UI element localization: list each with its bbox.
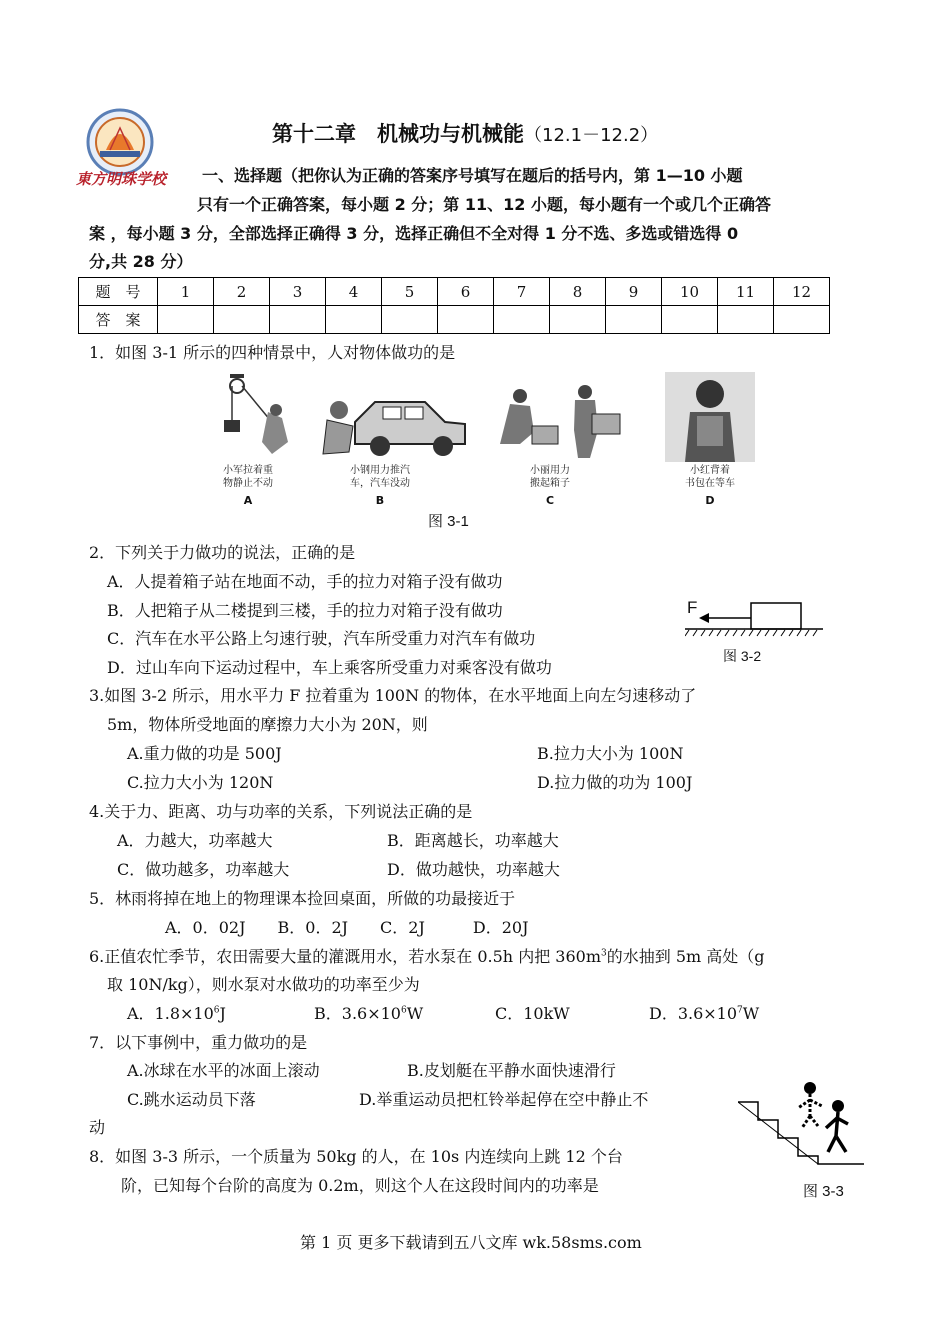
answer-cell[interactable] (270, 306, 326, 334)
q6-option-d (649, 1001, 759, 1024)
q1-stem: 1．如图 3-1 所示的四种情景中，人对物体做功的是 (89, 343, 456, 362)
table-row-numbers (79, 278, 830, 306)
panel-c-caption-line1: 小丽用力 (530, 465, 570, 476)
answer-cell[interactable] (606, 306, 662, 334)
panel-b-caption-line2: 车，汽车没动 (350, 478, 410, 489)
table-cell: 7 (494, 278, 550, 306)
school-logo (70, 108, 170, 193)
q2-stem: 2．下列关于力做功的说法，正确的是 (89, 543, 356, 562)
q6-option-a (127, 1001, 226, 1024)
panel-c-caption (510, 464, 590, 490)
figure-3-3-label: 图 3-3 (803, 1183, 844, 1200)
figure-3-2 (685, 598, 825, 668)
q2-option-b: B．人把箱子从二楼提到三楼，手的拉力对箱子没有做功 (107, 601, 503, 620)
q3-stem-line2: 5m，物体所受地面的摩擦力大小为 20N，则 (107, 715, 428, 734)
panel-b-caption-line1: 小钢用力推汽 (350, 465, 410, 476)
q6-b-unit: W (406, 1004, 424, 1023)
q7-stem: 7．以下事例中，重力做功的是 (89, 1033, 308, 1052)
q6-stem-part1: 6.正值农忙季节，农田需要大量的灌溉用水，若水泵在 0.5h 内把 360m (89, 947, 601, 966)
q3-option-a: A.重力做的功是 500J (127, 744, 282, 763)
panel-a-caption (208, 464, 288, 490)
instructions-line-1: 一、选择题（把你认为正确的答案序号填写在题后的括号内，第 1—10 小题 (202, 166, 743, 185)
title-range: （12.1－12.2） (524, 125, 659, 146)
q3-option-b: B.拉力大小为 100N (537, 744, 684, 763)
q4-option-a: A．力越大，功率越大 (117, 831, 273, 850)
table-cell: 3 (270, 278, 326, 306)
table-cell: 10 (662, 278, 718, 306)
answer-cell[interactable] (718, 306, 774, 334)
table-row-answers (79, 306, 830, 334)
row-label-answer: 答 案 (79, 306, 158, 334)
q6-d-text: D．3.6×10 (649, 1004, 738, 1023)
q6-stem-part2: 的水抽到 5m 高处（g (606, 947, 765, 966)
answer-cell[interactable] (550, 306, 606, 334)
q4-option-c: C．做功越多，功率越大 (117, 860, 290, 879)
q7-option-d-continued: 动 (89, 1118, 106, 1137)
q2-option-d: D．过山车向下运动过程中，车上乘客所受重力对乘客没有做功 (107, 658, 552, 677)
answer-cell[interactable] (494, 306, 550, 334)
table-cell: 6 (438, 278, 494, 306)
q6-b-text: B．3.6×10 (314, 1004, 401, 1023)
q6-a-unit: J (219, 1004, 226, 1023)
q7-option-d: D.举重运动员把杠铃举起停在空中静止不 (359, 1090, 649, 1109)
table-cell: 12 (774, 278, 830, 306)
table-cell: 4 (326, 278, 382, 306)
answer-cell[interactable] (158, 306, 214, 334)
q3-option-d: D.拉力做的功为 100J (537, 773, 693, 792)
panel-a-letter: A (243, 494, 253, 507)
page-footer: 第 1 页 更多下载请到五八文库 wk.58sms.com (300, 1233, 642, 1252)
table-cell: 8 (550, 278, 606, 306)
page-title (272, 118, 658, 148)
q6-option-c: C．10kW (495, 1004, 570, 1023)
q7-option-b: B.皮划艇在平静水面快速滑行 (407, 1061, 616, 1080)
panel-b-caption (330, 464, 430, 490)
panel-c-letter: C (545, 494, 555, 507)
answer-cell[interactable] (214, 306, 270, 334)
q8-stem-line2: 阶，已知每个台阶的高度为 0.2m，则这个人在这段时间内的功率是 (121, 1176, 599, 1195)
panel-a-caption-line2: 物静止不动 (223, 478, 273, 489)
q6-stem-sup: 3 (601, 948, 607, 959)
figure-3-2-label: 图 3-2 (723, 648, 762, 664)
figure-3-1 (200, 372, 760, 512)
figure-3-1-label: 图 3-1 (428, 513, 469, 530)
q5-options: A．0．02J B．0．2J C．2J D．20J (165, 918, 529, 937)
q3-option-c: C.拉力大小为 120N (127, 773, 274, 792)
pulley-lifting-icon (210, 372, 300, 462)
q7-option-c: C.跳水运动员下落 (127, 1090, 256, 1109)
table-cell: 1 (158, 278, 214, 306)
logo-school-name: 東方明珠学校 (76, 170, 167, 188)
instructions-line-4: 分,共 28 分） (89, 252, 193, 271)
answer-cell[interactable] (438, 306, 494, 334)
backpack-waiting-icon (665, 372, 755, 462)
panel-d-letter: D (705, 494, 715, 507)
q6-a-text: A．1.8×10 (127, 1004, 214, 1023)
title-chapter: 第十二章 机械功与机械能 (272, 122, 524, 146)
instructions-line-3: 案 ，每小题 3 分，全部选择正确得 3 分，选择正确但不全对得 1 分不选、多选或错选得 0 (89, 224, 739, 243)
q6-d-sup: 7 (737, 1005, 743, 1016)
q5-stem: 5．林雨将掉在地上的物理课本捡回桌面，所做的功最接近于 (89, 889, 516, 908)
table-cell: 11 (718, 278, 774, 306)
q6-stem-line2: 取 10N/kg），则水泵对水做功的功率至少为 (107, 975, 420, 994)
table-cell: 2 (214, 278, 270, 306)
stairs-jumping-icon (738, 1080, 868, 1170)
q6-d-unit: W (742, 1004, 760, 1023)
panel-b-letter: B (375, 494, 385, 507)
force-block-diagram (685, 598, 825, 643)
answer-table (78, 277, 830, 334)
answer-cell[interactable] (326, 306, 382, 334)
panel-d-caption-line1: 小红背着 (690, 465, 730, 476)
q7-option-a: A.冰球在水平的冰面上滚动 (127, 1061, 320, 1080)
table-cell: 9 (606, 278, 662, 306)
car-pushing-icon (315, 382, 475, 462)
q4-option-b: B．距离越长，功率越大 (387, 831, 559, 850)
answer-cell[interactable] (382, 306, 438, 334)
q4-option-d: D．做功越快，功率越大 (387, 860, 560, 879)
q4-stem: 4.关于力、距离、功与功率的关系，下列说法正确的是 (89, 802, 473, 821)
q2-option-c: C．汽车在水平公路上匀速行驶，汽车所受重力对汽车有做功 (107, 629, 536, 648)
answer-cell[interactable] (662, 306, 718, 334)
answer-cell[interactable] (774, 306, 830, 334)
row-label-question: 题 号 (79, 278, 158, 306)
panel-d-caption-line2: 书包在等车 (685, 478, 735, 489)
q6-option-b (314, 1001, 423, 1024)
q6-stem-line1 (89, 944, 765, 967)
panel-d-caption (670, 464, 750, 490)
table-cell: 5 (382, 278, 438, 306)
instructions-line-2: 只有一个正确答案，每小题 2 分；第 11、12 小题，每小题有一个或几个正确答 (197, 195, 771, 214)
box-lifting-icon (490, 382, 630, 462)
panel-c-caption-line2: 搬起箱子 (530, 478, 570, 489)
q6-b-sup: 6 (400, 1005, 407, 1016)
q3-stem-line1: 3.如图 3-2 所示，用水平力 F 拉着重为 100N 的物体，在水平地面上向左匀速移动了 (89, 686, 697, 705)
q2-option-a: A．人提着箱子站在地面不动，手的拉力对箱子没有做功 (107, 572, 503, 591)
force-label: F (687, 598, 698, 617)
panel-a-caption-line1: 小军拉着重 (223, 465, 273, 476)
q8-stem-line1: 8．如图 3-3 所示，一个质量为 50kg 的人，在 10s 内连续向上跳 12 个台 (89, 1147, 623, 1166)
q6-a-sup: 6 (213, 1005, 220, 1016)
